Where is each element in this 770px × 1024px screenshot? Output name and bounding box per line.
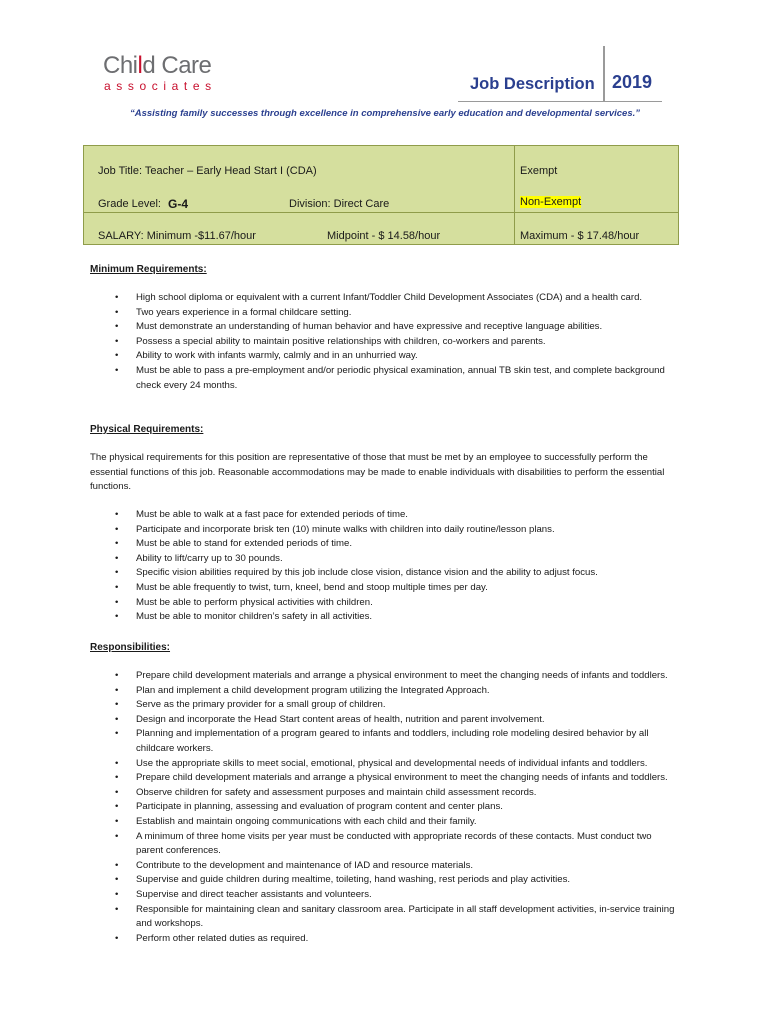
list-item: • Supervise and guide children during mealtime, toileting, hand washing, rest periods and play activities. <box>0 873 676 888</box>
document-title: Job Description <box>470 75 595 93</box>
list-item: • Possess a special ability to maintain positive relationships with children, co-workers and parents. <box>0 335 676 350</box>
list-item: • Serve as the primary provider for a small group of children. <box>0 698 676 713</box>
list-item: • Responsible for maintaining clean and sanitary classroom area. Participate in all staff development activities, in-service training and workshops. <box>0 903 676 932</box>
salary-maximum: Maximum - $ 17.48/hour <box>520 230 640 242</box>
list-item: • Use the appropriate skills to meet social, emotional, physical and developmental needs of individual infants and toddlers. <box>0 757 676 772</box>
grade-level-label: Grade Level: <box>98 198 161 210</box>
list-item: • Participate in planning, assessing and evaluation of program content and center plans. <box>0 800 676 815</box>
logo-subtext: associates <box>104 79 217 93</box>
physical-requirements-heading: Physical Requirements: <box>90 424 204 435</box>
responsibilities-list <box>0 669 676 946</box>
exempt-label: Exempt <box>520 165 558 177</box>
list-item: • Must demonstrate an understanding of human behavior and have expressive and receptive language abilities. <box>0 320 676 335</box>
list-item: • Prepare child development materials and arrange a physical environment to meet the changing needs of infants and toddlers. <box>0 669 676 684</box>
list-item: • A minimum of three home visits per year must be conducted with appropriate records of these contacts. Must conduct two parent conferences. <box>0 830 676 859</box>
physical-requirements-intro: The physical requirements for this position are representative of those that must be met by an employee to successfully perform the essential functions of this job. Reasonable accommodations may be made to enable individuals with disabilities to perform the essential functions. <box>90 452 665 493</box>
list-item: • Ability to work with infants warmly, calmly and in an unhurried way. <box>0 349 676 364</box>
list-item: • Establish and maintain ongoing communications with each child and their family. <box>0 815 676 830</box>
list-item: • Plan and implement a child development program utilizing the Integrated Approach. <box>0 684 676 699</box>
grade-level-value: G-4 <box>168 197 189 211</box>
list-item: • Specific vision abilities required by this job include close vision, distance vision and the ability to adjust focus. <box>0 566 676 581</box>
table-vertical-divider <box>514 146 515 244</box>
division: Division: Direct Care <box>289 198 390 210</box>
list-item: • Must be able to stand for extended periods of time. <box>0 537 676 552</box>
salary-midpoint: Midpoint - $ 14.58/hour <box>327 230 441 242</box>
list-item: • High school diploma or equivalent with a current Infant/Toddler Child Development Associates (CDA) and a health card. <box>0 291 676 306</box>
company-logo <box>103 52 217 100</box>
header-divider <box>603 46 605 102</box>
list-item: • Ability to lift/carry up to 30 pounds. <box>0 552 676 567</box>
list-item: • Prepare child development materials and arrange a physical environment to meet the changing needs of infants and toddlers. <box>0 771 676 786</box>
salary-minimum: SALARY: Minimum -$11.67/hour <box>98 230 256 242</box>
non-exempt-label: Non-Exempt <box>520 196 582 208</box>
logo-wordmark: Child Care <box>103 52 212 79</box>
header-rule <box>458 101 662 102</box>
table-horizontal-divider <box>84 212 678 213</box>
list-item: • Observe children for safety and assessment purposes and maintain child assessment records. <box>0 786 676 801</box>
list-item: • Must be able to walk at a fast pace for extended periods of time. <box>0 508 676 523</box>
physical-requirements-list <box>0 508 676 625</box>
list-item: • Must be able to perform physical activities with children. <box>0 596 676 611</box>
minimum-requirements-list <box>0 291 676 393</box>
list-item: • Must be able frequently to twist, turn, kneel, bend and stoop multiple times per day. <box>0 581 676 596</box>
list-item: • Two years experience in a formal childcare setting. <box>0 306 676 321</box>
list-item: • Must be able to monitor children’s safety in all activities. <box>0 610 676 625</box>
job-info-table <box>83 145 679 245</box>
list-item: • Design and incorporate the Head Start content areas of health, nutrition and parent involvement. <box>0 713 676 728</box>
list-item: • Contribute to the development and maintenance of IAD and resource materials. <box>0 859 676 874</box>
tagline: “Assisting family successes through excellence in comprehensive early education and developmental services.” <box>129 108 641 119</box>
list-item: • Perform other related duties as required. <box>0 932 676 947</box>
responsibilities-heading: Responsibilities: <box>90 642 171 653</box>
job-title: Job Title: Teacher – Early Head Start I (CDA) <box>98 165 317 177</box>
document-year: 2019 <box>612 72 653 92</box>
minimum-requirements-heading: Minimum Requirements: <box>90 264 207 275</box>
list-item: • Supervise and direct teacher assistants and volunteers. <box>0 888 676 903</box>
list-item: • Planning and implementation of a program geared to infants and toddlers, including role modeling desired behavior by all childcare workers. <box>0 727 676 756</box>
list-item: • Participate and incorporate brisk ten (10) minute walks with children into daily routine/lesson plans. <box>0 523 676 538</box>
list-item: • Must be able to pass a pre-employment and/or periodic physical examination, annual TB skin test, and complete background check every 24 months. <box>0 364 676 393</box>
